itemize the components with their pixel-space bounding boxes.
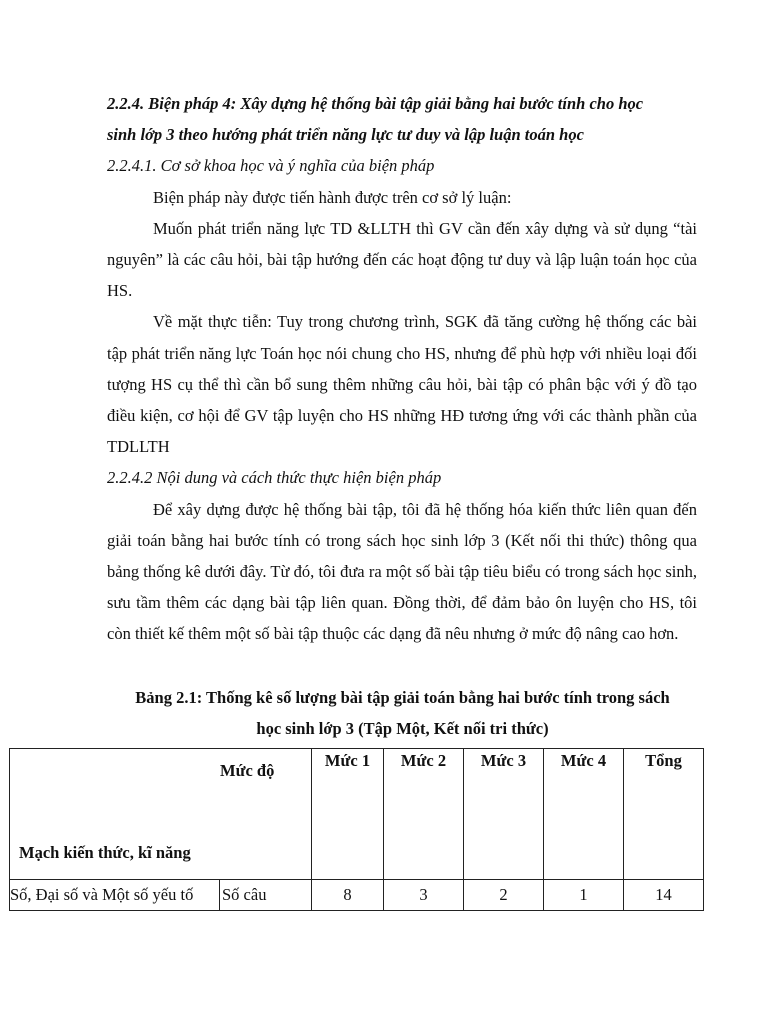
- section-heading-line-2: sinh lớp 3 theo hướng phát triển năng lực tư duy và lập luận toán học: [107, 125, 584, 145]
- table-caption-line-2: học sinh lớp 3 (Tập Một, Kết nối tri thức): [256, 719, 549, 739]
- subsection-heading-1: 2.2.4.1. Cơ sở khoa học và ý nghĩa của biện pháp: [107, 156, 435, 176]
- paragraph-4: Để xây dựng được hệ thống bài tập, tôi đã hệ thống hóa kiến thức liên quan đến giải toán bằng hai bước tính có trong sách học sinh lớp 3 (Kết nối thi thức) thông qua bảng thống kê dưới đây. Từ đó, tôi đưa ra một số bài tập tiêu biểu có trong sách học sinh, sưu tầm thêm các dạng bài tập liên quan. Đồng thời, để đảm bảo ôn luyện cho HS, tôi còn thiết kế thêm một số bài tập thuộc các dạng đã nêu nhưng ở mức độ nâng cao hơn.: [107, 499, 697, 644]
- unit-cell: Số câu: [220, 880, 312, 911]
- skill-header: Mạch kiến thức, kĩ năng: [19, 843, 191, 862]
- statistics-table: [9, 748, 704, 911]
- level-3-value: 2: [464, 880, 544, 911]
- level-2-value: 3: [384, 880, 464, 911]
- level-3-header: Mức 3: [464, 749, 544, 880]
- level-header: Mức độ: [220, 761, 275, 780]
- table-caption-line-1: Bảng 2.1: Thống kê số lượng bài tập giải toán bằng hai bước tính trong sách: [135, 688, 670, 707]
- table-header-row: [10, 749, 704, 880]
- document-body: [107, 88, 697, 650]
- table-corner-header: [10, 749, 312, 880]
- section-heading-line-1: 2.2.4. Biện pháp 4: Xây dựng hệ thống bài tập giải bằng hai bước tính cho học: [107, 94, 644, 113]
- topic-cell: Số, Đại số và Một số yếu tố: [10, 880, 220, 911]
- paragraph-1: Biện pháp này được tiến hành được trên cơ sở lý luận:: [153, 187, 512, 207]
- paragraph-2: Muốn phát triển năng lực TD &LLTH thì GV cần đến xây dựng và sử dụng “tài nguyên” là các câu hỏi, bài tập hướng đến các hoạt động tư duy và lập luận toán học của HS.: [107, 218, 697, 301]
- subsection-heading-2: 2.2.4.2 Nội dung và cách thức thực hiện biện pháp: [107, 468, 442, 488]
- paragraph-3: Về mặt thực tiễn: Tuy trong chương trình, SGK đã tăng cường hệ thống các bài tập phát triển năng lực Toán học nói chung cho HS, nhưng để phù hợp với nhiều loại đối tượng HS cụ thể thì cần bổ sung thêm những câu hỏi, bài tập có phân bậc với ý đồ tạo điều kiện, cơ hội để GV tập luyện cho HS những HĐ tương ứng với các thành phần của TDLLTH: [107, 312, 697, 457]
- total-value: 14: [624, 880, 704, 911]
- level-1-header: Mức 1: [312, 749, 384, 880]
- level-2-header: Mức 2: [384, 749, 464, 880]
- level-1-value: 8: [312, 880, 384, 911]
- table-caption: [100, 682, 705, 744]
- level-4-header: Mức 4: [544, 749, 624, 880]
- table-row: [10, 880, 704, 911]
- level-4-value: 1: [544, 880, 624, 911]
- total-header: Tổng: [624, 749, 704, 880]
